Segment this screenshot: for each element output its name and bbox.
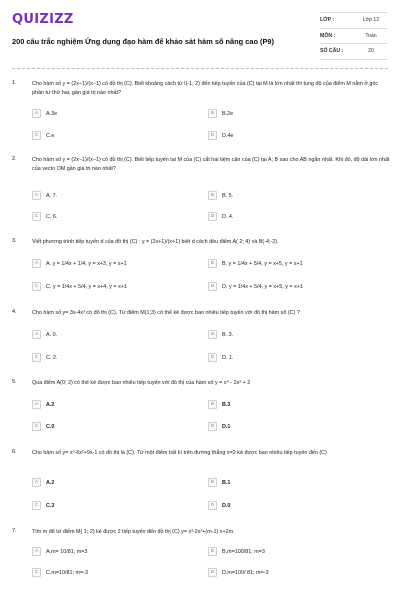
option-d[interactable] — [208, 353, 233, 362]
option-letter-box: B — [208, 400, 217, 409]
question-number: 1. — [12, 80, 17, 86]
option-letter-box: D — [208, 353, 217, 362]
question-text: Cho hàm số y = (2x−1)/(x−1) có đồ thị (C). Biết khoảng cách từ I(-1; 2) đến tiếp tuyến của (C) tại M là lớn nhất thì tung độ của điểm M nằm ở góc phần tư thứ hai, gần giá trị nào nhất? — [32, 81, 379, 96]
option-text: D. y = 1/4x + 5/4, y = x+5, y = x+1 — [222, 283, 303, 290]
option-text: B.1 — [222, 479, 231, 486]
option-letter-box: C — [32, 212, 41, 221]
meta-table — [320, 12, 388, 60]
option-letter-box: D — [208, 282, 217, 291]
option-letter-box: A — [32, 330, 41, 339]
meta-row-grade — [320, 13, 388, 29]
option-letter-box: C — [32, 501, 41, 510]
option-letter-box: C — [32, 353, 41, 362]
question-number: 4. — [12, 309, 17, 315]
meta-label: SỐ CÂU : — [320, 48, 344, 55]
option-text: D.0 — [222, 502, 231, 509]
question-4 — [12, 309, 390, 369]
option-text: D. 1. — [222, 354, 234, 361]
option-b[interactable] — [208, 478, 230, 487]
question-text: Cho hàm số y= 3x-4x³ có đồ thị (C). Từ điểm M(1;3) có thể kẻ được bao nhiêu tiếp tuyến với đồ thị hàm số (C) ? — [32, 310, 300, 316]
question-7 — [12, 528, 390, 588]
option-letter-box: B — [208, 547, 217, 556]
document-header — [12, 10, 388, 62]
option-letter-box: A — [32, 547, 41, 556]
question-number: 7. — [12, 528, 17, 534]
meta-row-count — [320, 44, 388, 60]
meta-value: Lớp 12 — [362, 17, 380, 24]
option-a[interactable] — [32, 400, 54, 409]
option-text: A.2 — [46, 401, 55, 408]
option-text: D.1 — [222, 423, 231, 430]
option-c[interactable] — [32, 282, 127, 291]
option-b[interactable] — [208, 330, 233, 339]
option-letter-box: D — [208, 568, 217, 577]
option-text: A. 0. — [46, 331, 58, 338]
option-d[interactable] — [208, 568, 268, 577]
option-letter-box: D — [208, 131, 217, 140]
option-text: B. y = 1/4x + 5/4, y = x+5, y = x+1 — [222, 260, 303, 267]
option-a[interactable] — [32, 330, 57, 339]
question-3 — [12, 238, 390, 298]
option-text: B. 5. — [222, 192, 234, 199]
option-text: A. y = 1/4x + 1/4, y = x+3, y = x+1 — [46, 260, 127, 267]
question-number: 6. — [12, 449, 17, 455]
option-letter-box: A — [32, 478, 41, 487]
option-b[interactable] — [208, 259, 303, 268]
option-text: C.3 — [46, 502, 55, 509]
option-letter-box: C — [32, 282, 41, 291]
option-text: A.3e — [46, 110, 58, 117]
option-c[interactable] — [32, 422, 54, 431]
option-b[interactable] — [208, 191, 233, 200]
meta-label: MÔN : — [320, 32, 336, 39]
option-b[interactable] — [208, 400, 230, 409]
quizizz-logo: QUIZIZZ — [12, 12, 74, 27]
question-2 — [12, 156, 390, 226]
option-letter-box: C — [32, 131, 41, 140]
option-letter-box: B — [208, 330, 217, 339]
option-text: D. 4. — [222, 213, 234, 220]
option-a[interactable] — [32, 547, 87, 556]
option-letter-box: B — [208, 109, 217, 118]
option-text: C. 2. — [46, 354, 58, 361]
option-text: B. 3. — [222, 331, 234, 338]
option-d[interactable] — [208, 212, 233, 221]
option-a[interactable] — [32, 109, 57, 118]
question-5 — [12, 379, 390, 439]
option-d[interactable] — [208, 422, 230, 431]
option-letter-box: D — [208, 212, 217, 221]
option-letter-box: D — [208, 501, 217, 510]
option-a[interactable] — [32, 478, 54, 487]
question-6 — [12, 449, 390, 519]
option-d[interactable] — [208, 282, 303, 291]
meta-value: 20 — [368, 48, 374, 55]
option-text: C. y = 1/4x + 5/4, y = x+4, y = x+1 — [46, 283, 127, 290]
option-text: A. 7. — [46, 192, 58, 199]
option-a[interactable] — [32, 259, 127, 268]
option-c[interactable] — [32, 212, 57, 221]
option-text: A.m= 10/81; m=3 — [46, 548, 88, 555]
option-letter-box: A — [32, 191, 41, 200]
option-text: B.2e — [222, 110, 234, 117]
question-1 — [12, 80, 390, 150]
document-title: 200 câu trắc nghiệm Ứng dụng đạo hàm để khảo sát hàm số nâng cao (P9) — [12, 37, 274, 46]
question-text: Cho hàm số y = (2x−1)/(x−1) có đồ thị (C). Biết tiếp tuyến tại M của (C) cắt hai tiệm cận của (C) tại A; B sao cho AB ngắn nhất. Khi đó, độ dài lớn nhất của vecto OM gần giá trị nào nhất? — [32, 157, 390, 172]
question-text: Qua điểm A(0; 2) có thể kẻ được bao nhiêu tiếp tuyến với đồ thị của hàm số y = x⁴ - 2x² + 2 — [32, 380, 251, 386]
option-text: C.0 — [46, 423, 55, 430]
option-letter-box: D — [208, 422, 217, 431]
option-letter-box: B — [208, 191, 217, 200]
question-number: 5. — [12, 379, 17, 385]
option-letter-box: B — [208, 259, 217, 268]
option-text: C.e — [46, 132, 55, 139]
question-text: Viết phương trình tiếp tuyến d của đồ thị (C) : y = (2x+1)/(x+1) biết d cách đều điểm A( 2; 4) và B(-4;-2). — [32, 239, 279, 245]
option-letter-box: C — [32, 568, 41, 577]
question-text: Cho hàm số y= x³-6x²+9x-1 có đồ thị là (C). Từ một điểm bất kì trên đường thẳng x=2 kẻ được bao nhiêu tiếp tuyến đến (C) — [32, 450, 327, 456]
option-letter-box: A — [32, 400, 41, 409]
option-text: D.4e — [222, 132, 234, 139]
meta-row-subject — [320, 29, 388, 45]
option-a[interactable] — [32, 191, 57, 200]
option-letter-box: B — [208, 478, 217, 487]
option-b[interactable] — [208, 547, 265, 556]
option-c[interactable] — [32, 501, 54, 510]
question-text: Tìm m để từ điểm M( 1; 2) kẻ được 2 tiếp tuyến đến đồ thị (C) y= x³-2x²+(m-1) x+2m. — [32, 529, 235, 535]
option-c[interactable] — [32, 131, 54, 140]
option-text: B.3 — [222, 401, 231, 408]
option-text: B.m=100/81; m=3 — [222, 548, 265, 555]
option-text: A.2 — [46, 479, 55, 486]
option-c[interactable] — [32, 353, 57, 362]
option-text: C.m=10/81; m=-3 — [46, 569, 88, 576]
option-letter-box: C — [32, 422, 41, 431]
option-c[interactable] — [32, 568, 88, 577]
meta-label: LỚP : — [320, 17, 335, 24]
option-d[interactable] — [208, 501, 230, 510]
option-letter-box: A — [32, 109, 41, 118]
option-b[interactable] — [208, 109, 233, 118]
option-letter-box: A — [32, 259, 41, 268]
option-text: C. 6. — [46, 213, 58, 220]
question-number: 2. — [12, 156, 17, 162]
header-divider — [12, 68, 388, 69]
option-text: D.m=100/ 81; m=-3 — [222, 569, 269, 576]
question-number: 3. — [12, 238, 17, 244]
meta-value: Toán — [365, 32, 377, 39]
option-d[interactable] — [208, 131, 233, 140]
